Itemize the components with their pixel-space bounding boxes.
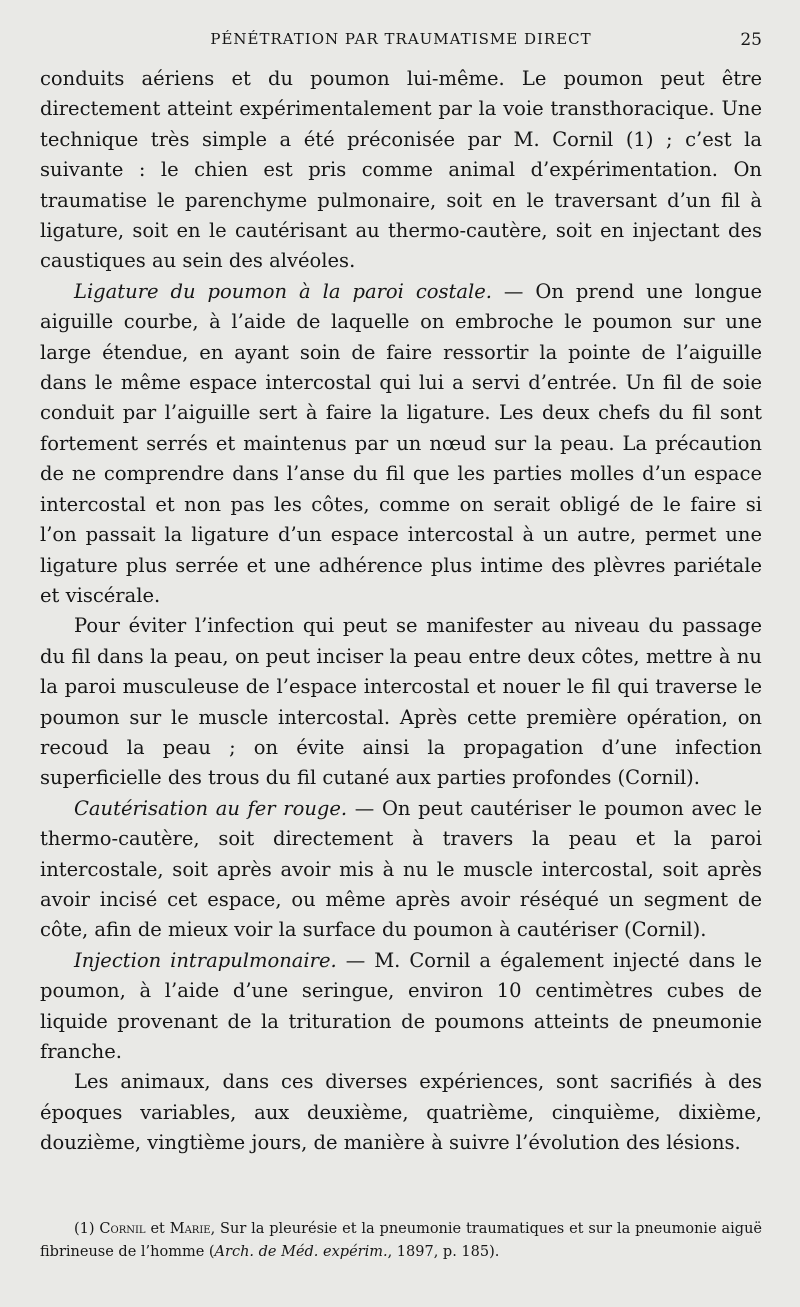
footnote-author-1: Cornil bbox=[99, 1221, 146, 1237]
paragraph-text-ligature: — On prend une longue aiguille courbe, à l’aide de laquelle on embroche le poumon sur une large étendue, en ayant soin de faire ressortir la pointe de l’aiguille dans le même espace intercostal qui lui a servi d’entrée. Un fil de soie conduit par l’aiguille sert à faire la ligature. Les deux chefs du fil sont fortement serrés et maintenus par un nœud sur la peau. La précaution de ne comprendre dans l’anse du fil que les parties molles d’un espace intercostal et non pas les côtes, comme on serait obligé de le faire si l’on passait la ligature d’un espace intercostal à un autre, permet une ligature plus serrée et une adhérence plus intime des plèvres pariétale et viscérale. bbox=[40, 279, 763, 607]
paragraph-heading-injection: Injection intrapulmonaire. bbox=[74, 948, 337, 972]
body-text bbox=[40, 64, 762, 1159]
footnote-citation-tail: , 1897, p. 185). bbox=[387, 1244, 500, 1260]
footnote-author-2: Marie bbox=[169, 1221, 211, 1237]
footnotes bbox=[40, 1218, 762, 1264]
paragraph-heading-cauterisation: Cautérisation au fer rouge. bbox=[74, 796, 348, 820]
footnote-marker: (1) bbox=[74, 1221, 100, 1237]
running-header bbox=[40, 30, 762, 56]
paragraph-ligature bbox=[40, 277, 762, 611]
paragraph-text-injection: — M. Cornil a également injecté dans le poumon, à l’aide d’une seringue, environ 10 centimètres cubes de liquide provenant de la trituration de poumons atteints de pneumonie franche. bbox=[40, 948, 762, 1063]
paragraph-continuation: conduits aériens et du poumon lui-même. Le poumon peut être directement atteint expérimentalement par la voie transthoracique. Une technique très simple a été préconisée par M. Cornil (1) ; c’est la suivante : le chien est pris comme animal d’expérimentation. On traumatise le parenchyme pulmonaire, soit en le traversant d’un fil à ligature, soit en le cautérisant au thermo-cautère, soit en injectant des caustiques au sein des alvéoles. bbox=[40, 67, 762, 273]
footnote-journal: Arch. de Méd. expérim. bbox=[214, 1244, 388, 1260]
page-number: 25 bbox=[740, 30, 762, 50]
paragraph-heading-ligature: Ligature du poumon à la paroi costale. bbox=[74, 279, 492, 303]
footnote-1 bbox=[40, 1218, 762, 1264]
footnote-conjunction: et bbox=[145, 1221, 170, 1237]
paragraph-text-cauterisation: — On peut cautériser le poumon avec le thermo-cautère, soit directement à travers la peau et la paroi intercostale, soit après avoir mis à nu le muscle intercostal, soit après avoir incisé cet espace, ou même après avoir réséqué un segment de côte, afin de mieux voir la surface du poumon à cautériser (Cornil). bbox=[40, 796, 762, 942]
paragraph-cauterisation bbox=[40, 794, 762, 946]
paragraph-animals: Les animaux, dans ces diverses expériences, sont sacrifiés à des époques variables, aux deuxième, quatrième, cinquième, dixième, douzième, vingtième jours, de manière à suivre l’évolution des lésions. bbox=[40, 1070, 762, 1155]
running-title: PÉNÉTRATION PAR TRAUMATISME DIRECT bbox=[210, 30, 592, 48]
paragraph-injection bbox=[40, 946, 762, 1068]
footnote-title: , Sur la pleurésie et la pneumonie traumatiques et sur la pneumonie aiguë fibrineuse de l’homme ( bbox=[40, 1221, 762, 1260]
paragraph-infection: Pour éviter l’infection qui peut se manifester au niveau du passage du fil dans la peau, on peut inciser la peau entre deux côtes, mettre à nu la paroi musculeuse de l’espace intercostal et nouer le fil qui traverse le poumon sur le muscle intercostal. Après cette première opération, on recoud la peau ; on évite ainsi la propagation d’une infection superficielle des trous du fil cutané aux parties profondes (Cornil). bbox=[40, 614, 762, 790]
